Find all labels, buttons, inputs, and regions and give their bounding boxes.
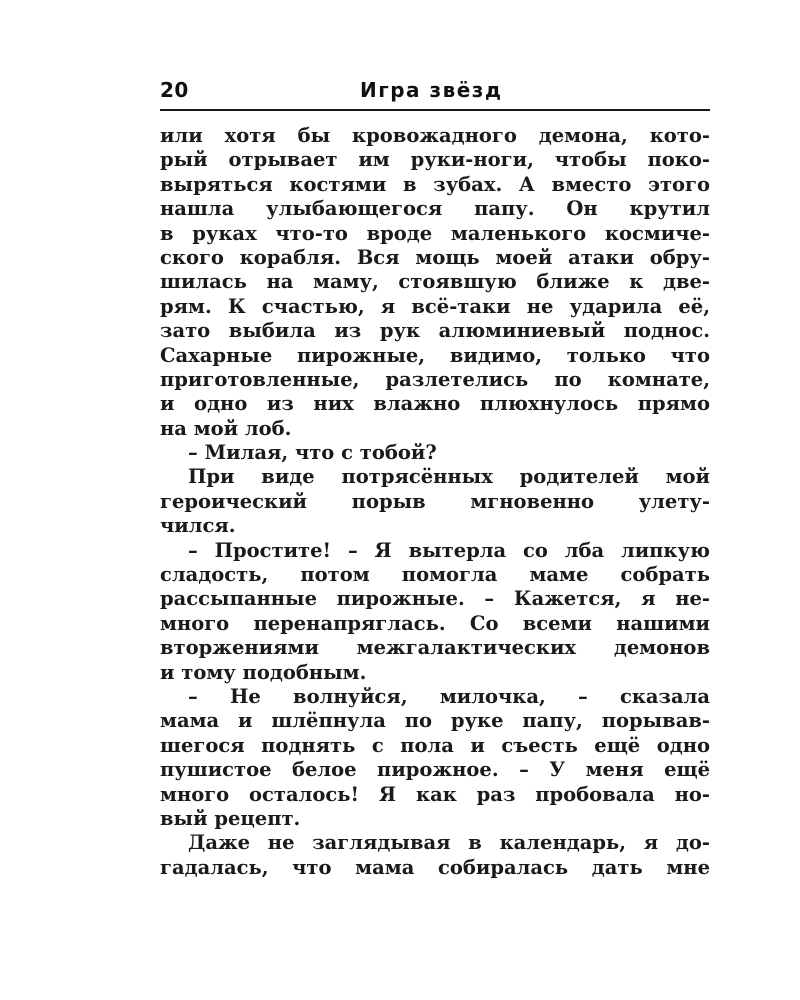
text-line: в руках что-то вроде маленького космиче- [160, 221, 710, 245]
header-rule [160, 109, 710, 111]
text-line: – Не волнуйся, милочка, – сказала [188, 684, 710, 708]
text-line: шегося поднять с пола и съесть ещё одно [160, 733, 710, 757]
text-line: рый отрывает им руки-ноги, чтобы поко- [160, 148, 710, 172]
text-line: пушистое белое пирожное. – У меня ещё [160, 758, 710, 782]
text-line: рассыпанные пирожные. – Кажется, я не- [160, 587, 710, 611]
text-line: вторжениями межгалактических демонов [160, 636, 710, 660]
text-line: много перенапряглась. Со всеми нашими [160, 611, 710, 635]
body-text [160, 124, 710, 880]
text-line: мама и шлёпнула по руке папу, порывав- [160, 709, 710, 733]
text-line: зато выбила из рук алюминиевый поднос. [160, 319, 710, 343]
page-number: 20 [160, 78, 189, 102]
text-line: много осталось! Я как раз пробовала но- [160, 782, 710, 806]
text-line: При виде потрясённых родителей мой [188, 465, 710, 489]
text-line: нашла улыбающегося папу. Он крутил [160, 197, 710, 221]
text-line: на мой лоб. [160, 416, 292, 440]
text-line: – Милая, что с тобой? [188, 441, 437, 465]
running-title: Игра звёзд [360, 78, 503, 102]
text-line: героический порыв мгновенно улету- [160, 489, 710, 513]
text-line: сладость, потом помогла маме собрать [160, 563, 710, 587]
text-line: и одно из них влажно плюхнулось прямо [160, 392, 710, 416]
text-line: – Простите! – Я вытерла со лба липкую [188, 538, 710, 562]
text-line: выряться костями в зубах. А вместо этого [160, 172, 710, 196]
text-line: Даже не заглядывая в календарь, я до- [188, 831, 710, 855]
text-line: вый рецепт. [160, 806, 301, 830]
text-line: приготовленные, разлетелись по комнате, [160, 367, 710, 391]
text-line: гадалась, что мама собиралась дать мне [160, 855, 710, 879]
running-header [160, 78, 710, 106]
text-line: Сахарные пирожные, видимо, только что [160, 343, 710, 367]
text-line: шилась на маму, стоявшую ближе к две- [160, 270, 710, 294]
text-line: чился. [160, 514, 236, 538]
text-line: ского корабля. Вся мощь моей атаки обру- [160, 245, 710, 269]
text-line: или хотя бы кровожадного демона, кото- [160, 124, 710, 147]
text-line: и тому подобным. [160, 660, 367, 684]
text-line: рям. К счастью, я всё-таки не ударила её, [160, 294, 710, 318]
